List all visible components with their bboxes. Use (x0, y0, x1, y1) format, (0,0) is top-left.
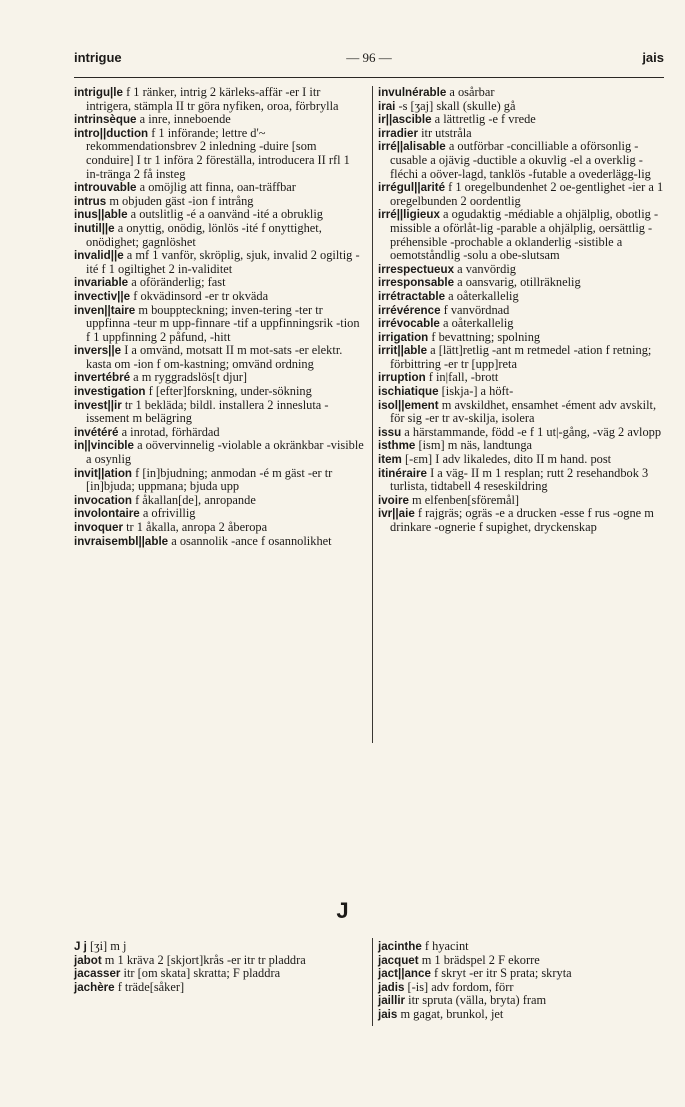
entry-definition: f rajgräs; ogräs -e a drucken -esse f rus -ogne m drinkare -ognerie f supighet, dryckenskap (390, 506, 654, 534)
entry-headword: jaillir (378, 994, 406, 1008)
entry-definition: a ogudaktig -médiable a ohjälplig, obotlig -missible a oförlåt-lig -parable a ohjälplig, oersättlig -préhensible -prochable a oklanderlig -sistible a oemotståndlig -solu a obe-slutsam (390, 207, 659, 263)
dictionary-entry (74, 439, 364, 466)
page-header (74, 50, 664, 72)
page-number: — 96 — (346, 50, 392, 65)
entry-headword: intrigu|le (74, 86, 123, 99)
entry-definition: f skryt -er itr S prata; skryta (430, 966, 572, 981)
entry-headword: irradier (378, 126, 418, 140)
dictionary-entry (74, 467, 364, 494)
dictionary-entry (74, 535, 364, 549)
entry-headword: intrus (74, 194, 107, 208)
dictionary-entry (378, 399, 668, 426)
dictionary-entry (378, 967, 668, 981)
dictionary-entry (74, 954, 364, 968)
column-divider-bottom (372, 938, 373, 1026)
entry-headword: itinéraire (378, 466, 427, 480)
entry-headword: invocation (74, 493, 132, 507)
entry-headword: invalid||e (74, 249, 124, 263)
dictionary-entry (74, 344, 364, 371)
dictionary-entry (378, 140, 668, 181)
dictionary-entry (74, 208, 364, 222)
dictionary-entry (74, 181, 364, 195)
entry-headword: jais (378, 1007, 398, 1021)
dictionary-entry (378, 276, 668, 290)
entry-headword: item (378, 453, 402, 467)
entry-definition: f in|fall, -brott (425, 370, 499, 385)
entry-definition: f åkallan[de], anropande (131, 492, 256, 507)
column-right-bottom (378, 940, 668, 1022)
entry-definition: a m ryggradslös[t djur] (130, 370, 248, 385)
dictionary-entry (378, 467, 668, 494)
dictionary-entry (74, 371, 364, 385)
entry-headword: J j (74, 940, 87, 953)
entry-definition: [iskja-] a höft- (438, 384, 514, 399)
dictionary-entry (378, 344, 668, 371)
entry-definition: f vanvördnad (440, 302, 510, 317)
entry-definition: f träde[såker] (114, 979, 185, 994)
entry-definition: f bevattning; spolning (428, 329, 541, 344)
dictionary-entry (378, 208, 668, 262)
entry-headword: jachère (74, 980, 115, 994)
entry-headword: jadis (378, 980, 405, 994)
entry-headword: in||vincible (74, 439, 134, 453)
entry-headword: invertébré (74, 371, 131, 385)
dictionary-entry (74, 981, 364, 995)
dictionary-entry (74, 940, 364, 954)
entry-definition: a osårbar (446, 85, 495, 99)
dictionary-entry (378, 181, 668, 208)
dictionary-entry (378, 1008, 668, 1022)
dictionary-entry (74, 290, 364, 304)
entry-definition: m 1 brädspel 2 F ekorre (418, 952, 540, 967)
entry-definition: a inrotad, förhärdad (118, 424, 220, 439)
entry-definition: a oföränderlig; fast (128, 275, 226, 290)
entry-definition: f hyacint (421, 939, 469, 953)
entry-definition: a oövervinnelig -violable a okränkbar -visible a osynlig (86, 438, 364, 467)
entry-headword: invariable (74, 276, 129, 290)
column-left-bottom (74, 940, 364, 994)
entry-headword: jacquet (378, 953, 419, 967)
entry-headword: irrévérence (378, 303, 441, 317)
entry-definition: I a väg- II m 1 resplan; rutt 2 resehandbok 3 turlista, tidtabell 4 reseskildring (390, 465, 649, 494)
entry-headword: inven||taire (74, 303, 136, 317)
entry-definition: tr 1 åkalla, anropa 2 åberopa (122, 520, 268, 534)
entry-headword: invest||ir (74, 398, 122, 412)
entry-definition: m 1 kräva 2 [skjort]krås -er itr tr pladdra (101, 952, 306, 967)
dictionary-entry (74, 399, 364, 426)
entry-definition: m avskildhet, ensamhet -ément adv avskilt, för sig -er tr av-skilja, isolera (390, 397, 657, 426)
entry-headword: involontaire (74, 507, 140, 521)
dictionary-entry (74, 127, 364, 181)
entry-definition: a onyttig, onödig, lönlös -ité f onyttighet, onödighet; gagnlöshet (86, 220, 322, 249)
entry-headword: invoquer (74, 521, 123, 534)
entry-headword: jabot (74, 953, 102, 967)
dictionary-entry (74, 385, 364, 399)
entry-headword: isthme (378, 439, 416, 453)
entry-definition: f 1 oregelbundenhet 2 oe-gentlighet -ier a 1 oregelbunden 2 oordentlig (390, 180, 664, 208)
dictionary-entry (378, 954, 668, 968)
dictionary-entry (378, 290, 668, 304)
dictionary-entry (378, 86, 668, 100)
entry-headword: inutil||e (74, 221, 115, 235)
entry-headword: irrigation (378, 330, 429, 344)
entry-headword: intro||duction (74, 126, 149, 140)
entry-definition: a inre, inneboende (136, 112, 231, 127)
dictionary-entry (378, 981, 668, 995)
entry-headword: irrévocable (378, 317, 440, 331)
entry-headword: irai (378, 99, 396, 113)
entry-definition: f 1 ränker, intrig 2 kärleks-affär -er I itr intrigera, stämpla II tr göra nyfiken, oroa, förbrylla (86, 85, 339, 113)
entry-definition: a oåterkallelig (439, 316, 514, 331)
entry-definition: a vanvördig (454, 261, 516, 276)
dictionary-entry (74, 967, 364, 981)
entry-definition: m objuden gäst -ion f intrång (106, 193, 254, 208)
entry-headword: ischiatique (378, 385, 439, 399)
entry-headword: irrespectueux (378, 262, 455, 276)
dictionary-entry (378, 331, 668, 345)
header-rule (74, 77, 664, 78)
dictionary-entry (74, 86, 364, 113)
dictionary-entry (74, 249, 364, 276)
entry-headword: introuvable (74, 181, 137, 195)
entry-definition: f [efter]forskning, under-sökning (145, 384, 312, 399)
entry-definition: a omöjlig att finna, oan-träffbar (136, 180, 296, 195)
dictionary-entry (74, 426, 364, 440)
entry-headword: jacinthe (378, 940, 422, 953)
entry-headword: irrégul||arité (378, 181, 446, 195)
header-guide-word-right: jais (642, 50, 664, 65)
entry-definition: itr [om skata] skratta; F pladdra (120, 966, 281, 981)
entry-headword: irrétractable (378, 289, 446, 303)
entry-headword: invit||ation (74, 466, 133, 480)
entry-definition: m gagat, brunkol, jet (397, 1006, 504, 1021)
dictionary-entry (378, 940, 668, 954)
entry-definition: f 1 införande; lettre d'~ rekommendationsbrev 2 inledning -duire [som conduire] I tr 1 införa 2 föreställa, introducera II rfl 1 in-tränga 2 få insteg (86, 125, 350, 181)
entry-headword: irré||ligieux (378, 208, 440, 222)
entry-headword: irrit||able (378, 344, 428, 358)
dictionary-entry (74, 521, 364, 535)
section-letter: J (336, 898, 349, 923)
entry-headword: issu (378, 425, 402, 439)
dictionary-entry (378, 439, 668, 453)
entry-headword: invectiv||e (74, 289, 131, 303)
entry-definition: f okvädinsord -er tr okväda (130, 288, 269, 303)
dictionary-entry (74, 276, 364, 290)
entry-definition: a lättretlig -e f vrede (431, 112, 536, 127)
entry-headword: invétéré (74, 425, 119, 439)
entry-headword: invraisembl||able (74, 534, 169, 548)
entry-definition: m elfenben[sföremål] (408, 492, 520, 507)
header-guide-word-left: intrigue (74, 50, 122, 65)
entry-headword: jacasser (74, 967, 121, 981)
entry-headword: invers||e (74, 344, 122, 358)
entry-headword: ir||ascible (378, 113, 432, 127)
entry-definition: f [in]bjudning; anmodan -é m gäst -er tr [in]bjuda; uppmana; bjuda upp (86, 465, 333, 494)
entry-definition: a mf 1 vanför, skröplig, sjuk, invalid 2 ogiltig -ité f 1 ogiltighet 2 in-validitet (86, 248, 360, 276)
entry-headword: intrinsèque (74, 113, 137, 127)
dictionary-entry (378, 113, 668, 127)
dictionary-entry (378, 385, 668, 399)
entry-definition: [ism] m näs, landtunga (415, 438, 533, 453)
entry-definition: I a omvänd, motsatt II m mot-sats -er elektr. kasta om -ion f om-kastning; omvänd ordning (86, 343, 343, 371)
entry-definition: itr spruta (välla, bryta) fram (405, 993, 547, 1008)
dictionary-entry (74, 113, 364, 127)
entry-headword: invulnérable (378, 86, 447, 99)
entry-headword: irresponsable (378, 276, 455, 290)
entry-definition: a oåterkallelig (445, 288, 519, 303)
dictionary-entry (74, 507, 364, 521)
dictionary-entry (74, 494, 364, 508)
entry-definition: a ofrivillig (139, 506, 196, 521)
dictionary-entry (378, 453, 668, 467)
dictionary-entry (378, 371, 668, 385)
entry-definition: a [lätt]retlig -ant m retmedel -ation f retning; förbittring -er tr [upp]reta (390, 343, 652, 371)
entry-headword: jact||ance (378, 967, 431, 981)
column-left-top (74, 86, 364, 548)
dictionary-entry (378, 426, 668, 440)
entry-definition: a outförbar -concilliable a oförsonlig -cusable a ojävig -ductible a okuvlig -el a overklig -fléchi a oöver-lagd, tanklös -futable a ovederlägg-lig (390, 139, 651, 181)
entry-headword: irruption (378, 371, 426, 385)
entry-definition: a osannolik -ance f osannolikhet (168, 533, 332, 548)
dictionary-entry (74, 222, 364, 249)
entry-definition: [-is] adv fordom, förr (404, 979, 514, 994)
entry-definition: [ʒi] m j (86, 939, 127, 953)
entry-headword: investigation (74, 385, 146, 399)
dictionary-entry (378, 317, 668, 331)
entry-definition: -s [ʒaj] skall (skulle) gå (395, 98, 516, 113)
entry-definition: [-ɛm] I adv likaledes, dito II m hand. post (401, 452, 612, 467)
dictionary-entry (378, 100, 668, 114)
entry-definition: tr 1 bekläda; bildl. installera 2 innesluta -issement m belägring (86, 397, 329, 426)
entry-headword: inus||able (74, 208, 128, 222)
entry-headword: isol||ement (378, 398, 439, 412)
entry-headword: ivoire (378, 493, 409, 507)
entry-headword: ivr||aie (378, 507, 415, 521)
dictionary-entry (378, 263, 668, 277)
entry-definition: a oansvarig, otillräknelig (454, 275, 581, 290)
dictionary-entry (378, 304, 668, 318)
dictionary-entry (378, 127, 668, 141)
entry-definition: a härstammande, född -e f 1 ut|-gång, -väg 2 avlopp (401, 424, 662, 439)
entry-definition: m bouppteckning; inven-tering -ter tr uppfinna -teur m upp-finnare -tif a uppfinningsrik -tion f 1 uppfinning 2 påfund, -hitt (86, 302, 360, 344)
dictionary-entry (74, 195, 364, 209)
dictionary-entry (378, 994, 668, 1008)
entry-definition: a outslitlig -é a oanvänd -ité a obruklig (127, 207, 323, 222)
entry-definition: itr utstråla (417, 125, 472, 140)
dictionary-entry (378, 507, 668, 534)
column-divider-top (372, 86, 373, 743)
dictionary-entry (378, 494, 668, 508)
column-right-top (378, 86, 668, 535)
dictionary-entry (74, 304, 364, 345)
entry-headword: irré||alisable (378, 140, 446, 154)
